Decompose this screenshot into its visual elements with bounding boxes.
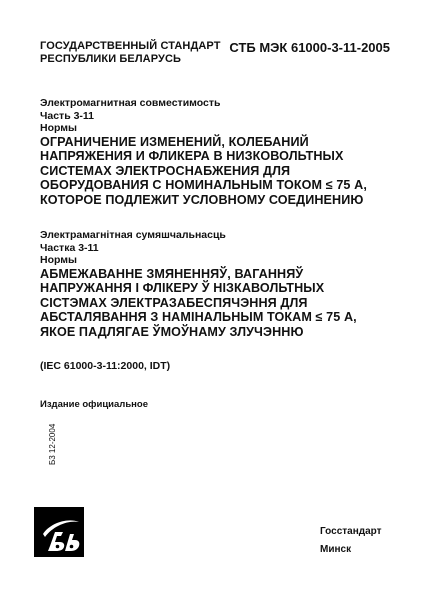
header-line-1: ГОСУДАРСТВЕННЫЙ СТАНДАРТ: [40, 40, 221, 52]
russian-title-line-1: ОГРАНИЧЕНИЕ ИЗМЕНЕНИЙ, КОЛЕБАНИЙ: [40, 134, 309, 149]
logo-graphic: [34, 507, 84, 557]
belarusian-subtitle-3: Нормы: [40, 254, 78, 266]
russian-subtitle-1: Электромагнитная совместимость: [40, 97, 221, 109]
russian-title-block: [40, 97, 400, 207]
belarusian-title-line-1: АБМЕЖАВАННЕ ЗМЯНЕННЯЎ, ВАГАННЯЎ: [40, 266, 304, 281]
standard-code: СТБ МЭК 61000-3-11-2005: [229, 40, 390, 55]
iec-reference: (IEC 61000-3-11:2000, IDT): [40, 360, 171, 372]
russian-subtitle-2: Часть 3-11: [40, 109, 95, 122]
russian-title-line-4: ОБОРУДОВАНИЯ С НОМИНАЛЬНЫМ ТОКОМ ≤ 75 А,: [40, 178, 367, 193]
russian-title-line-3: СИСТЕМАХ ЭЛЕКТРОСНАБЖЕНИЯ ДЛЯ: [40, 163, 291, 178]
belstandard-logo-icon: [34, 507, 84, 557]
belarusian-title-line-2: НАПРУЖАННЯ І ФЛІКЕРУ Ў НІЗКАВОЛЬТНЫХ: [40, 281, 325, 296]
header-line-2: РЕСПУБЛИКИ БЕЛАРУСЬ: [40, 53, 181, 65]
standard-type-header: [40, 40, 221, 66]
edition-label: Издание официальное: [40, 399, 148, 410]
publisher-name: Госстандарт: [320, 526, 382, 537]
belarusian-title-line-5: ЯКОЕ ПАДЛЯГАЕ ЎМОЎНАМУ ЗЛУЧЭННЮ: [40, 324, 304, 339]
belarusian-title-line-3: СІСТЭМАХ ЭЛЕКТРАЗАБЕСПЯЧЭННЯ ДЛЯ: [40, 295, 308, 310]
publisher-block: [320, 523, 382, 559]
belarusian-subtitle-1: Электрамагнітная сумяшчальнасць: [40, 229, 226, 241]
belarusian-subtitle-2: Частка 3-11: [40, 241, 99, 254]
belarusian-title-line-4: АБСТАЛЯВАННЯ З НАМІНАЛЬНЫМ ТОКАМ ≤ 75 А,: [40, 310, 357, 325]
russian-subtitle-3: Нормы: [40, 122, 78, 134]
russian-title-line-2: НАПРЯЖЕНИЯ И ФЛИКЕРА В НИЗКОВОЛЬТНЫХ: [40, 149, 344, 164]
vertical-registration-code: Б3 12-2004: [48, 423, 57, 465]
publisher-city: Минск: [320, 544, 352, 555]
russian-title-line-5: КОТОРОЕ ПОДЛЕЖИТ УСЛОВНОМУ СОЕДИНЕНИЮ: [40, 192, 364, 207]
belarusian-title-block: [40, 229, 400, 339]
